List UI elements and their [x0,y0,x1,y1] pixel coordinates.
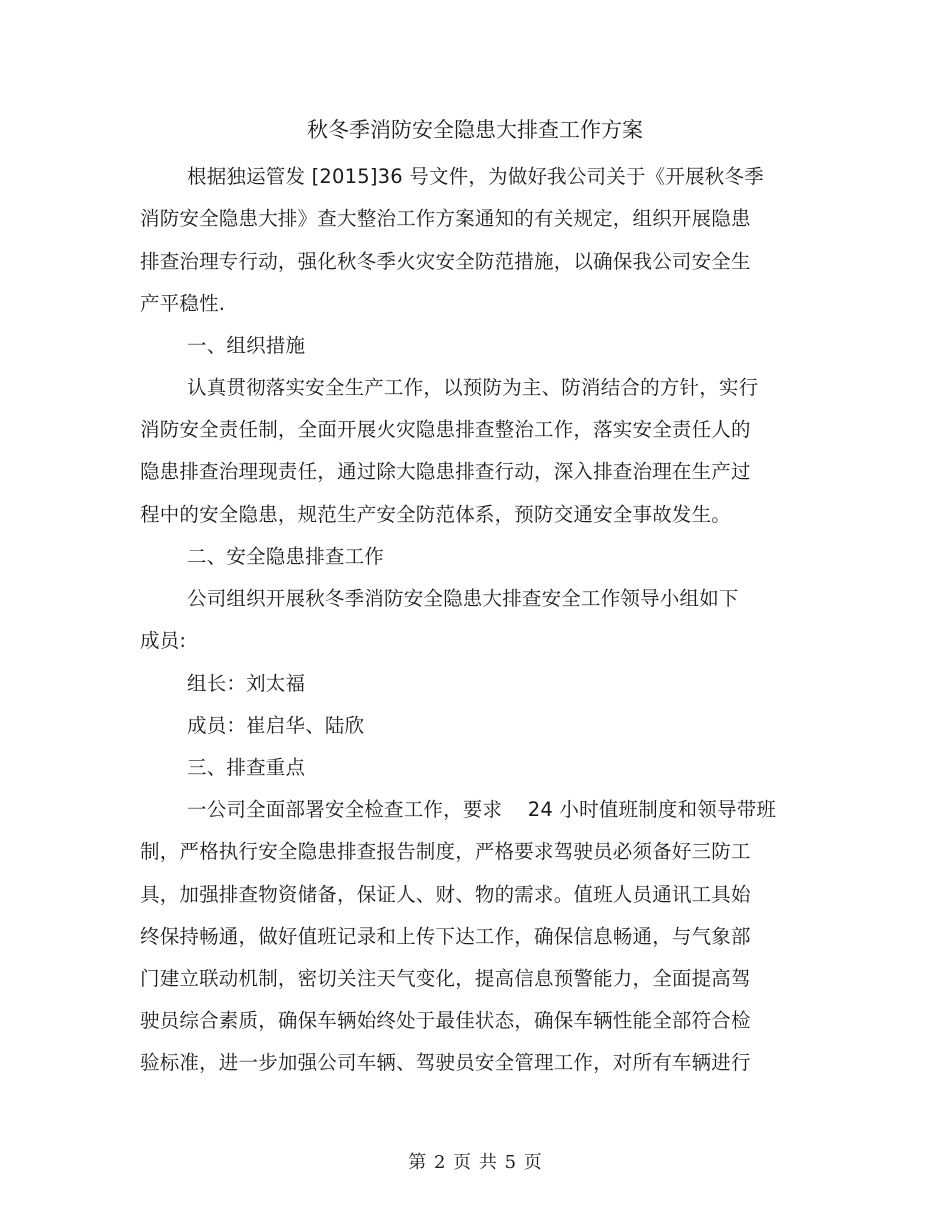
paragraph-line: 成员: [140,629,187,652]
paragraph-line: 消防安全隐患大排》查大整治工作方案通知的有关规定，组织开展隐患 [140,207,751,230]
paragraph-line: 具，加强排查物资储备，保证人、财、物的需求。值班人员通讯工具始 [140,883,751,906]
paragraph-line: 门建立联动机制，密切关注天气变化，提高信息预警能力，全面提高驾 [140,967,751,990]
paragraph-line: 一公司全面部署安全检查工作，要求 24 小时值班制度和领导带班 [187,798,777,821]
paragraph-line: 制，严格执行安全隐患排查报告制度，严格要求驾驶员必须备好三防工 [140,840,751,863]
paragraph-line: 程中的安全隐患，规范生产安全防范体系，预防交通安全事故发生。 [140,503,732,526]
paragraph-line: 隐患排查治理现责任，通过除大隐患排查行动，深入排查治理在生产过 [140,460,751,483]
page-number-footer: 第 2 页 共 5 页 [408,1152,542,1173]
paragraph-line: 公司组织开展秋冬季消防安全隐患大排查安全工作领导小组如下 [187,587,739,610]
paragraph-line: 终保持畅通，做好值班记录和上传下达工作，确保信息畅通，与气象部 [140,925,751,948]
paragraph-line: 产平稳性. [140,292,226,315]
document-title: 秋冬季消防安全隐患大排查工作方案 [307,118,643,142]
paragraph-line: 驶员综合素质，确保车辆始终处于最佳状态，确保车辆性能全部符合检 [140,1009,751,1032]
paragraph-line: 排查治理专行动，强化秋冬季火灾安全防范措施，以确保我公司安全生 [140,250,751,273]
team-leader-line: 组长：刘太福 [187,672,306,695]
section-heading: 三、排查重点 [187,756,306,779]
paragraph-line: 验标准，进一步加强公司车辆、驾驶员安全管理工作，对所有车辆进行 [140,1051,751,1074]
team-members-line: 成员：崔启华、陆欣 [187,714,365,737]
section-heading: 一、组织措施 [187,334,306,357]
paragraph-line: 消防安全责任制，全面开展火灾隐患排查整治工作，落实安全责任人的 [140,418,751,441]
paragraph-line: 认真贯彻落实安全生产工作，以预防为主、防消结合的方针，实行 [187,376,759,399]
paragraph-line: 根据独运管发 [2015]36 号文件，为做好我公司关于《开展秋冬季 [187,165,764,188]
section-heading: 二、安全隐患排查工作 [187,545,385,568]
